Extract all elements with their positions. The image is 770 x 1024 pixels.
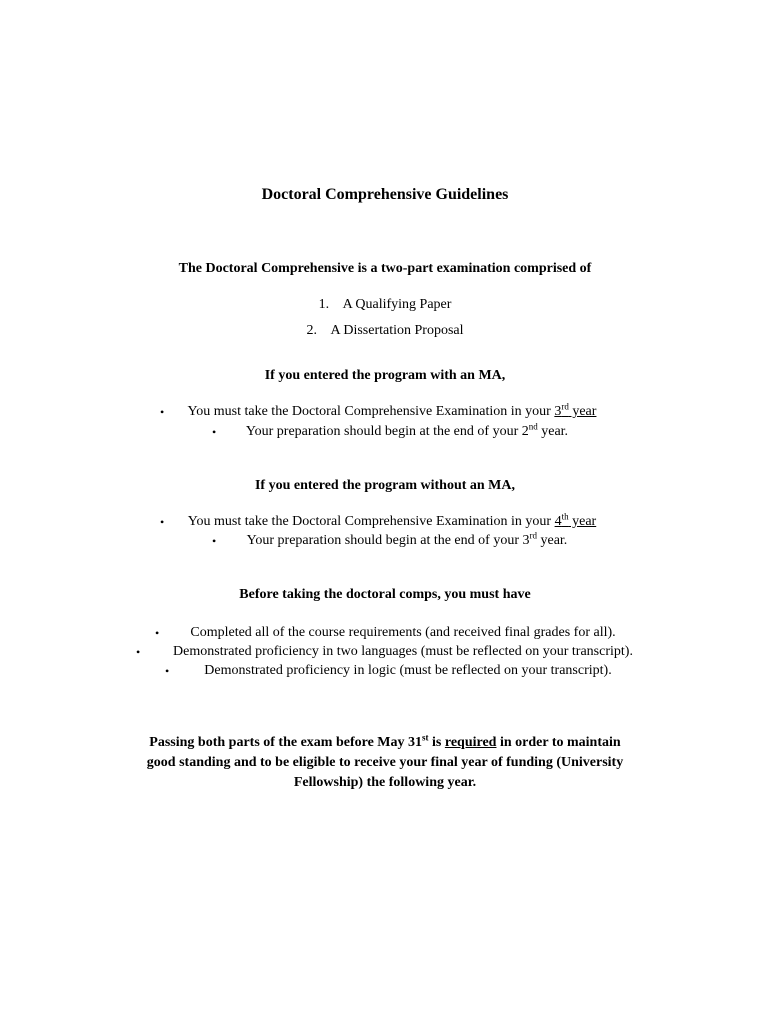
year-number: 3 (554, 404, 562, 419)
requirement-item: Completed all of the course requirements (and received final grades for all). (190, 625, 616, 640)
section-heading-before: Before taking the doctoral comps, you must have (239, 587, 531, 602)
year-suffix: rd (561, 401, 569, 412)
bullet-icon: • (160, 405, 165, 419)
prep-suffix: rd (529, 530, 537, 541)
closing-line-2: good standing and to be eligible to receive your final year of funding (University (146, 755, 624, 770)
requirement-item: Demonstrated proficiency in two languages (must be reflected on your transcript). (173, 644, 633, 659)
prep-text: Your preparation should begin at the end of your 3 (246, 533, 530, 548)
required-emphasis: required (444, 735, 497, 750)
year-word: year (568, 404, 597, 419)
list-number: 2. (306, 323, 317, 338)
page-title: Doctoral Comprehensive Guidelines (261, 186, 509, 203)
with-ma-exam-text: You must take the Doctoral Comprehensive Examination in your (187, 404, 555, 419)
year-suffix: th (561, 511, 569, 522)
with-ma-exam-line (7, 403, 770, 421)
closing-suffix: st (422, 732, 429, 743)
with-ma-exam-year (554, 401, 597, 419)
with-ma-prep-line (22, 423, 770, 441)
list-item (0, 322, 770, 340)
section-heading-with-ma: If you entered the program with an MA, (264, 368, 506, 383)
section-heading-without-ma: If you entered the program without an MA, (254, 478, 516, 493)
bullet-icon: • (136, 645, 141, 659)
closing-text: in order to maintain (496, 735, 621, 750)
prep-suffix: nd (528, 421, 538, 432)
closing-text: is (428, 735, 445, 750)
bullet-icon: • (212, 534, 217, 548)
list-number: 1. (318, 297, 330, 312)
bullet-icon: • (160, 515, 165, 529)
list-item-text: A Qualifying Paper (342, 297, 452, 312)
bullet-icon: • (212, 425, 217, 439)
closing-text: Passing both parts of the exam before May 31 (149, 735, 423, 750)
closing-line-3: Fellowship) the following year. (293, 775, 477, 790)
bullet-icon: • (155, 626, 160, 640)
closing-line-1 (0, 734, 770, 752)
without-ma-exam-line (7, 513, 770, 531)
prep-end: year. (536, 533, 568, 548)
intro-text: The Doctoral Comprehensive is a two-part examination comprised of (178, 261, 592, 276)
prep-text: Your preparation should begin at the end of your 2 (245, 424, 529, 439)
without-ma-exam-year (554, 511, 597, 529)
without-ma-exam-text: You must take the Doctoral Comprehensive Examination in your (187, 514, 555, 529)
bullet-icon: • (165, 664, 170, 678)
without-ma-prep-line (22, 532, 770, 550)
requirement-item: Demonstrated proficiency in logic (must be reflected on your transcript). (204, 663, 612, 678)
prep-end: year. (537, 424, 569, 439)
year-number: 4 (554, 514, 562, 529)
year-word: year (568, 514, 597, 529)
list-item-text: A Dissertation Proposal (330, 323, 464, 338)
list-item (0, 296, 770, 314)
